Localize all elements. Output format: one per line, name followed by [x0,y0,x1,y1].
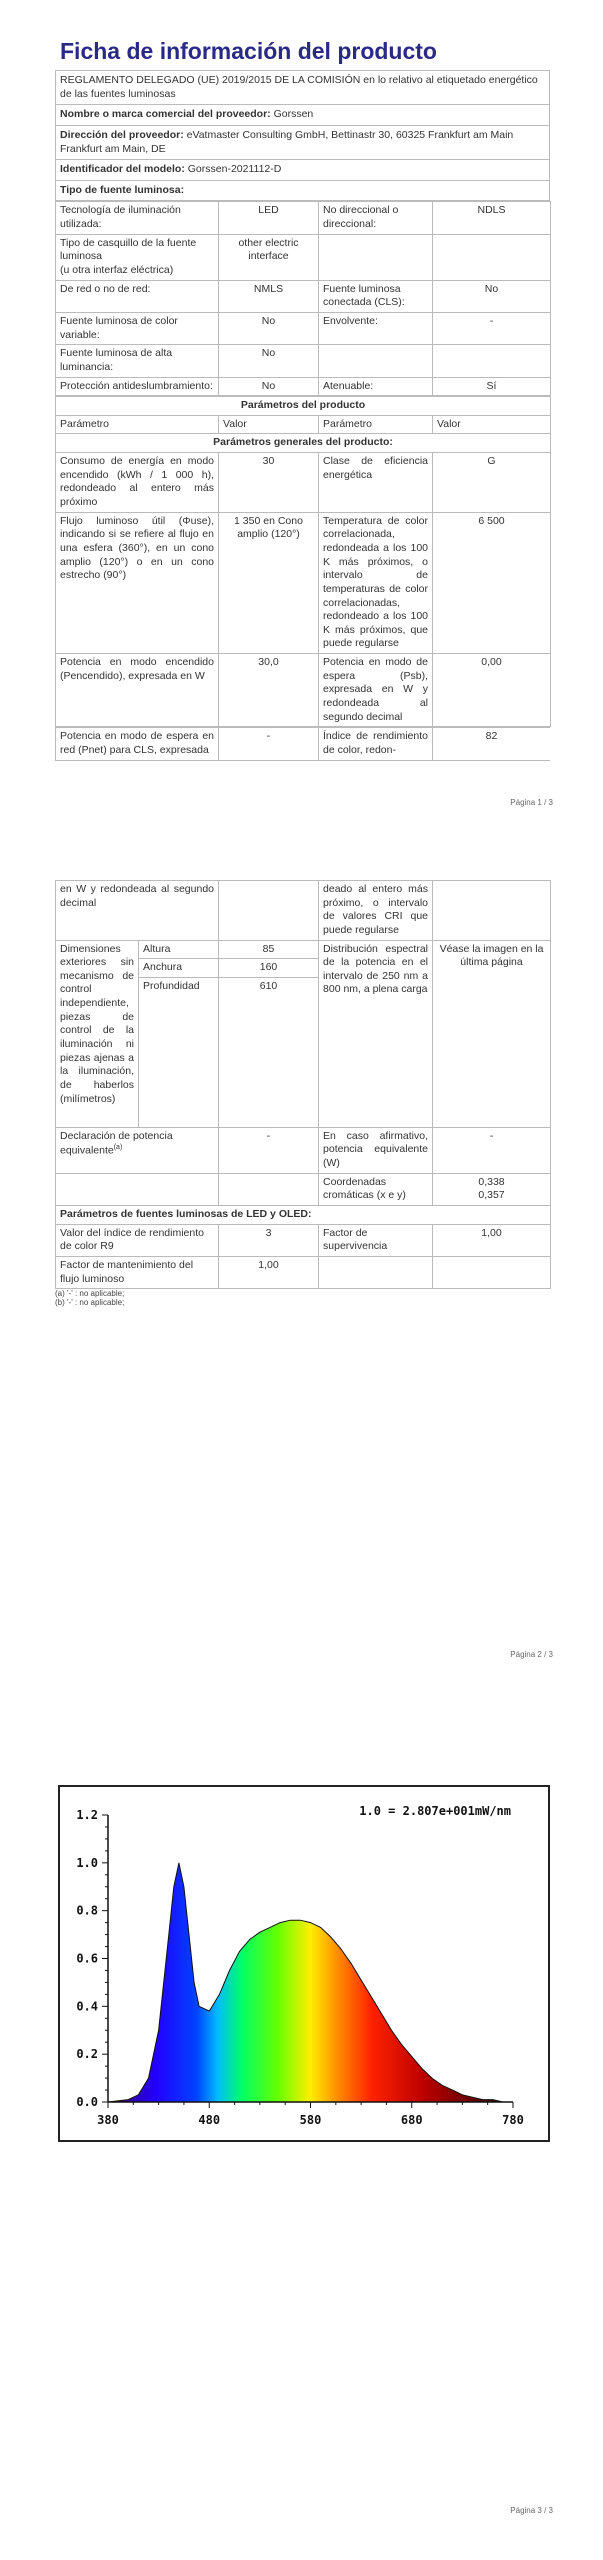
page-2 [0,880,603,1670]
spectrum-svg [60,1787,548,2140]
general-header: Parámetros generales del producto: [56,434,551,453]
continued-table: en W y redondeada al segundo decimal deado al entero más próximo, o intervalo de valores CRI que puede regularse Dimensiones exteriores sin mecanismo de control independiente, piezas de control de la iluminación ni piezas ajenas a la iluminación, de haberlos (milímetros) Altura 85 Distribución espectral de la potencia en el intervalo de 250 nm a 800 nm, a plena carga Véase la imagen en la última página Anchura 160 Profundidad 610 Declaración de potencia equivalente$^{(a)}$ - En caso afirmativo, potencia equivalente (W) - Coordenadas cromáticas (x e y) 0,338 0,357 Parámetros de fuentes luminosas de LED y OLED: Valor del índice de rendimiento de color R9 3 Factor de supervivencia 1,00 Factor de mantenimiento del flujo luminoso 1,00 [55,880,551,1289]
type-cell [433,234,551,280]
x-tick-label: 480 [198,2113,221,2127]
type-cell: Fuente luminosa conectada (CLS): [319,280,433,312]
type-cell: Fuente luminosa de color variable: [56,312,219,344]
y-tick-label: 0.0 [76,2095,98,2109]
type-cell: No [433,280,551,312]
page-number-3: Página 3 / 3 [510,2506,553,2515]
spectrum-chart [58,1785,550,2142]
type-cell: Tecnología de iluminación utilizada: [56,202,219,234]
spd-value: Véase la imagen en la última página [433,940,551,1127]
params-header: Parámetros del producto [56,397,551,416]
y-tick-label: 1.0 [76,1855,98,1870]
chart-title: 1.0 = 2.807e+001mW/nm [359,1804,511,1818]
type-cell: Atenuable: [319,377,433,396]
equiv-label: Declaración de potencia equivalente$^{(a)}$ [56,1127,219,1173]
col-param-1: Parámetro [56,415,219,434]
type-row [56,234,551,280]
y-tick-label: 0.2 [76,2047,98,2062]
type-cell: No [219,377,319,396]
general-cell: 6 500 [433,512,551,653]
general-cell: Flujo luminoso útil (Φuse), indicando si se refiere al flujo en una esfera (360°), en un cono amplio (120°) o en un cono estrecho (90°) [56,512,219,653]
y-tick-label: 0.8 [76,1903,98,1918]
led-header: Parámetros de fuentes luminosas de LED y OLED: [56,1206,551,1225]
regulation-text: REGLAMENTO DELEGADO (UE) 2019/2015 DE LA COMISIÓN en lo relativo al etiquetado energético de las fuentes luminosas [55,70,550,105]
general-cell: Temperatura de color correlacionada, redondeada a los 100 K más próximos, o intervalo de temperaturas de color correlacionadas, redondeado a los 100 K más próximos, que puede regularse [319,512,433,653]
general-cell: 0,00 [433,654,551,727]
general-cell: 30 [219,453,319,513]
general-row [56,654,551,727]
col-value-1: Valor [219,415,319,434]
x-tick-label: 580 [299,2113,322,2127]
type-row [56,202,551,234]
page-1 [0,0,603,830]
footnote-a: (a) '-' : no aplicable; [55,1289,125,1299]
spectrum-area [108,1863,513,2102]
doc-title: Ficha de información del producto [60,38,437,64]
footnote-b: (b) '-' : no aplicable; [55,1298,125,1308]
general-cell: 30,0 [219,654,319,727]
page1-cut-row: Potencia en modo de espera en red (Pnet) para CLS, expresada - Índice de rendimiento de color, redon- 82 [55,727,550,771]
type-cell: NDLS [433,202,551,234]
cont-left: en W y redondeada al segundo decimal [56,881,219,941]
y-tick-label: 0.6 [76,1951,98,1966]
type-cell: No direccional o direccional: [319,202,433,234]
params-table [55,396,551,727]
col-value-2: Valor [433,415,551,434]
type-cell: - [433,312,551,344]
type-table [55,201,551,396]
type-cell: Fuente luminosa de alta luminancia: [56,345,219,377]
chroma-label: Coordenadas cromáticas (x e y) [319,1173,433,1205]
general-cell: Potencia en modo encendido (Pencendido), expresada en W [56,654,219,727]
page-number-1: Página 1 / 3 [510,798,553,807]
general-row [56,453,551,513]
y-tick-label: 0.4 [76,1999,98,2014]
source-type-header: Tipo de fuente luminosa: [55,181,550,202]
address-row: Dirección del proveedor: eVatmaster Consulting GmbH, Bettinastr 30, 60325 Frankfurt am Main Frankfurt am Main, DE [55,126,550,160]
type-cell: Protección antideslumbramiento: [56,377,219,396]
cont-right: deado al entero más próximo, o intervalo de valores CRI que puede regularse [319,881,433,941]
type-cell: Envolvente: [319,312,433,344]
general-cell: Potencia en modo de espera (Psb), expresada en W y redondeada al segundo decimal [319,654,433,727]
general-row [56,512,551,653]
page-number-2: Página 2 / 3 [510,1650,553,1659]
col-param-2: Parámetro [319,415,433,434]
type-cell: No [219,345,319,377]
header-block [55,70,550,771]
general-cell: Clase de eficiencia energética [319,453,433,513]
x-tick-label: 780 [502,2113,524,2127]
type-cell: De red o no de red: [56,280,219,312]
type-row [56,312,551,344]
model-row: Identificador del modelo: Gorssen-2021112-D [55,160,550,181]
x-tick-label: 680 [400,2113,423,2127]
type-row [56,280,551,312]
general-cell: Consumo de energía en modo encendido (kWh / 1 000 h), redondeado al entero más próximo [56,453,219,513]
spd-label: Distribución espectral de la potencia en el intervalo de 250 nm a 800 nm, a plena carga [319,940,433,1127]
type-cell: other electric interface [219,234,319,280]
type-row [56,345,551,377]
page2-block [55,880,550,1307]
type-cell [319,234,433,280]
type-cell [433,345,551,377]
type-cell: NMLS [219,280,319,312]
type-row [56,377,551,396]
type-cell: Sí [433,377,551,396]
type-cell: Tipo de casquillo de la fuente luminosa (u otra interfaz eléctrica) [56,234,219,280]
page-3 [0,1750,603,2560]
type-cell: LED [219,202,319,234]
general-cell: 1 350 en Cono amplio (120°) [219,512,319,653]
general-cell: G [433,453,551,513]
y-tick-label: 1.2 [76,1808,98,1822]
type-cell: No [219,312,319,344]
supplier-row: Nombre o marca comercial del proveedor: Gorssen [55,105,550,126]
dims-label: Dimensiones exteriores sin mecanismo de control independiente, piezas de control de la iluminación ni piezas ajenas a la iluminación, de haberlos (milímetros) [56,940,139,1127]
chroma-value: 0,338 0,357 [433,1173,551,1205]
type-cell [319,345,433,377]
x-tick-label: 380 [97,2113,119,2127]
